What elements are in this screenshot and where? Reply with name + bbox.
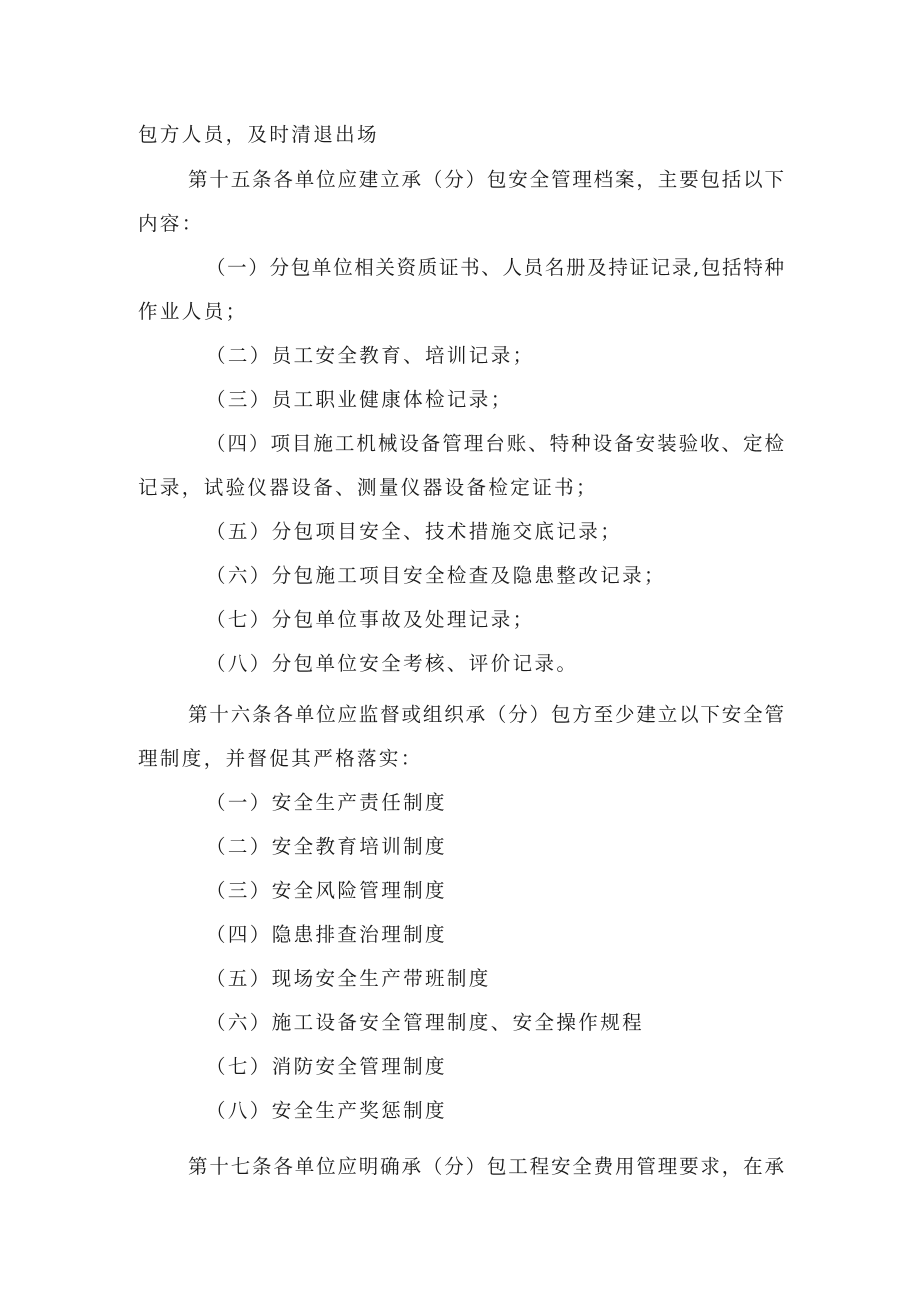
article-16-item-8: （八）安全生产奖惩制度 (206, 1099, 447, 1122)
article-16-item-5: （五）现场安全生产带班制度 (206, 967, 491, 990)
article-16-item-7: （七）消防安全管理制度 (206, 1055, 447, 1078)
article-16-item-2: （二）安全教育培训制度 (206, 835, 447, 858)
article-16-item-6: （六）施工设备安全管理制度、安全操作规程 (206, 1011, 645, 1034)
article-15-heading: 第十五条各单位应建立承（分）包安全管理档案，主要包括以下 (188, 168, 784, 191)
article-16-heading-cont: 理制度，并督促其严格落实： (138, 747, 423, 770)
article-16-item-3: （三）安全风险管理制度 (206, 879, 447, 902)
article-15-item-8: （八）分包单位安全考核、评价记录。 (206, 652, 579, 675)
article-15-item-7: （七）分包单位事故及处理记录； (206, 608, 535, 631)
article-16-item-1: （一）安全生产责任制度 (206, 791, 447, 814)
text-line-continuation: 包方人员，及时清退出场 (138, 123, 379, 146)
article-15-heading-cont: 内容： (138, 212, 204, 235)
article-15-item-4-cont: 记录，试验仪器设备、测量仪器设备检定证书； (138, 476, 598, 499)
article-15-item-6: （六）分包施工项目安全检查及隐患整改记录； (206, 564, 666, 587)
article-15-item-1-cont: 作业人员； (138, 300, 248, 323)
article-15-item-3: （三）员工职业健康体检记录； (206, 388, 513, 411)
article-15-item-5: （五）分包项目安全、技术措施交底记录； (206, 520, 623, 543)
article-17-heading: 第十七条各单位应明确承（分）包工程安全费用管理要求，在承 (188, 1155, 784, 1178)
article-15-item-4: （四）项目施工机械设备管理台账、特种设备安装验收、定检 (206, 432, 784, 455)
article-15-item-2: （二）员工安全教育、培训记录； (206, 344, 535, 367)
article-16-item-4: （四）隐患排查治理制度 (206, 923, 447, 946)
article-16-heading: 第十六条各单位应监督或组织承（分）包方至少建立以下安全管 (188, 703, 784, 726)
article-15-item-1: （一）分包单位相关资质证书、人员名册及持证记录,包括特种 (206, 256, 784, 279)
